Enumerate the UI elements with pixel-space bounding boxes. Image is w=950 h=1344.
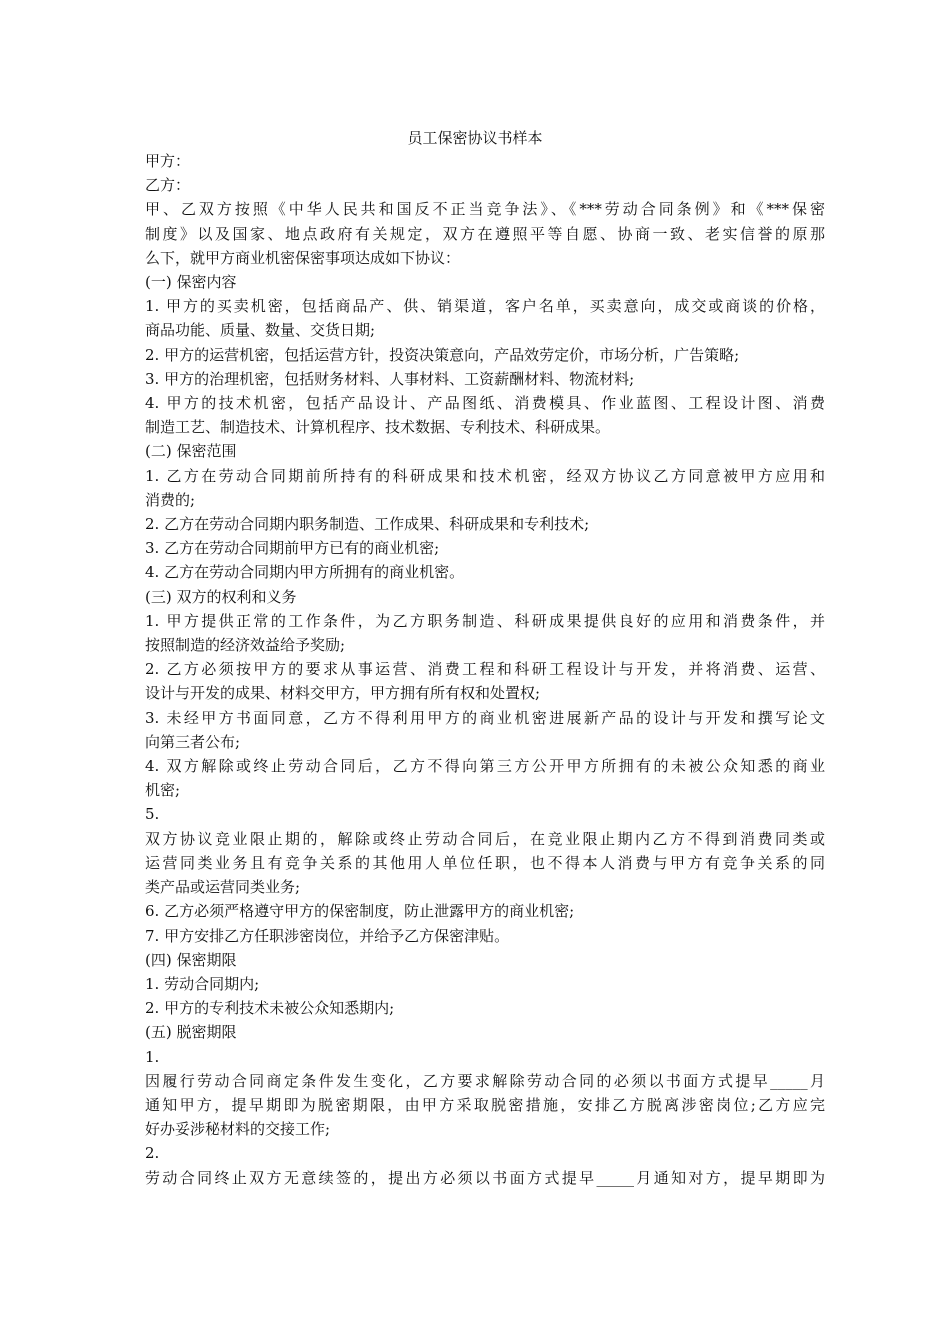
text-line: (四) 保密期限 [145, 950, 237, 969]
text-line: 6. 乙方必须严格遵守甲方的保密制度，防止泄露甲方的商业机密; [145, 902, 575, 921]
text-line: 类产品或运营同类业务; [145, 878, 301, 897]
text-line: 7. 甲方安排乙方任职涉密岗位，并给予乙方保密津贴。 [145, 926, 510, 945]
text-line: 4. 乙方在劳动合同期内甲方所拥有的商业机密。 [145, 563, 465, 582]
text-line: (三) 双方的权利和义务 [145, 587, 297, 606]
document-body [145, 149, 825, 1190]
text-line: (五) 脱密期限 [145, 1023, 237, 1042]
text-line: 4. 双方解除或终止劳动合同后，乙方不得向第三方公开甲方所拥有的未被公众知悉的商业 [145, 757, 825, 776]
text-line: 1. [145, 1047, 160, 1066]
text-line: 5. [145, 805, 160, 824]
text-line: 运营同类业务且有竞争关系的其他用人单位任职，也不得本人消费与甲方有竞争关系的同 [145, 853, 825, 872]
text-line: 3. 乙方在劳动合同期前甲方已有的商业机密; [145, 539, 440, 558]
text-line: 制造工艺、制造技术、计算机程序、技术数据、专利技术、科研成果。 [145, 418, 611, 437]
text-line: 3. 甲方的治理机密，包括财务材料、人事材料、工资薪酬材料、物流材料; [145, 369, 635, 388]
text-line: 商品功能、质量、数量、交货日期; [145, 321, 376, 340]
text-line: 2. 乙方在劳动合同期内职务制造、工作成果、科研成果和专利技术; [145, 515, 590, 534]
text-line: 么下，就甲方商业机密保密事项达成如下协议： [145, 248, 461, 267]
text-line: 1. 劳动合同期内; [145, 974, 260, 993]
text-line: 2. 甲方的运营机密，包括运营方针，投资决策意向，产品效劳定价，市场分析，广告策略; [145, 345, 740, 364]
text-line: 按照制造的经济效益给予奖励; [145, 636, 346, 655]
text-line: 2. 乙方必须按甲方的要求从事运营、消费工程和科研工程设计与开发，并将消费、运营、 [145, 660, 825, 679]
text-line: 甲、乙双方按照《中华人民共和国反不正当竞争法》、《***劳动合同条例》和《***保密 [145, 200, 825, 219]
text-line: 向第三者公布; [145, 732, 241, 751]
text-line: 消费的; [145, 490, 196, 509]
text-line: 乙方： [145, 176, 191, 195]
text-line: 好办妥涉秘材料的交接工作; [145, 1120, 331, 1139]
text-line: 1. 甲方的买卖机密，包括商品产、供、销渠道，客户名单，买卖意向，成交或商谈的价格， [145, 297, 825, 316]
text-line: 2. [145, 1144, 160, 1163]
text-line: 1. 乙方在劳动合同期前所持有的科研成果和技术机密，经双方协议乙方同意被甲方应用和 [145, 466, 825, 485]
text-line: 甲方： [145, 152, 191, 170]
text-line: 双方协议竞业限止期的，解除或终止劳动合同后，在竞业限止期内乙方不得到消费同类或 [145, 829, 825, 848]
text-line: 设计与开发的成果、材料交甲方，甲方拥有所有权和处置权; [145, 684, 541, 703]
text-line: 3. 未经甲方书面同意，乙方不得利用甲方的商业机密进展新产品的设计与开发和撰写论文 [145, 708, 825, 727]
text-line: 因履行劳动合同商定条件发生变化，乙方要求解除劳动合同的必须以书面方式提早_____月 [145, 1071, 825, 1090]
text-line: 制度》以及国家、地点政府有关规定，双方在遵照平等自愿、协商一致、老实信誉的原那 [145, 224, 825, 243]
text-line: 1. 甲方提供正常的工作条件，为乙方职务制造、科研成果提供良好的应用和消费条件，并 [145, 611, 825, 630]
document-title: 员工保密协议书样本 [407, 129, 543, 147]
text-line: 机密; [145, 781, 181, 800]
text-line: (一) 保密内容 [145, 273, 237, 292]
text-line: 劳动合同终止双方无意续签的，提出方必须以书面方式提早_____月通知对方，提早期即为 [145, 1168, 825, 1187]
text-line: 4. 甲方的技术机密，包括产品设计、产品图纸、消费模具、作业蓝图、工程设计图、消费 [145, 394, 825, 413]
text-line: 通知甲方，提早期即为脱密期限，由甲方采取脱密措施，安排乙方脱离涉密岗位;乙方应完 [145, 1095, 825, 1114]
text-line: 2. 甲方的专利技术未被公众知悉期内; [145, 999, 395, 1018]
text-line: (二) 保密范围 [145, 442, 237, 461]
